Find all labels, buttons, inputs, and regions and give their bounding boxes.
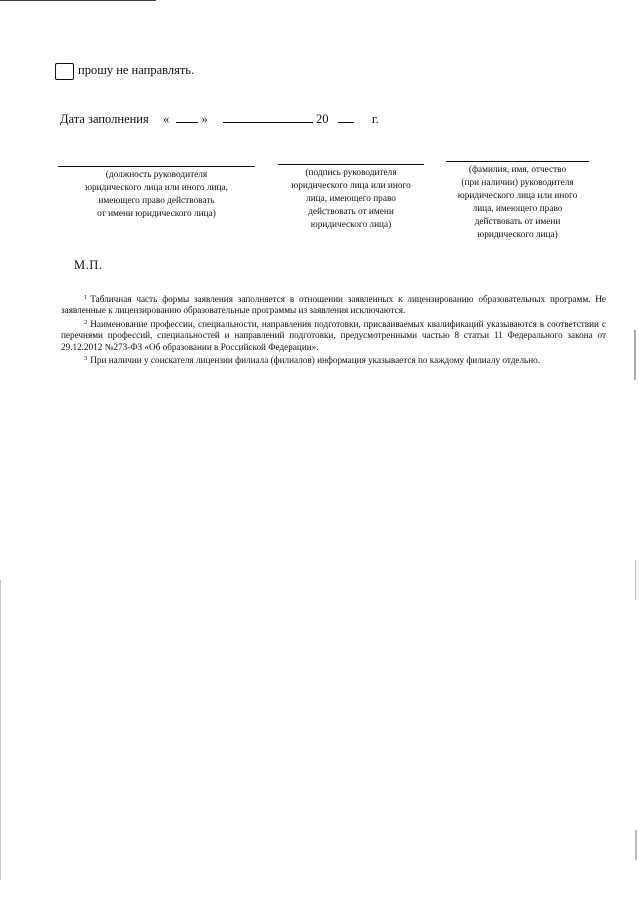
opt-out-row [55, 60, 194, 82]
fill-date-label: Дата заполнения [60, 112, 149, 126]
footnote-item [61, 353, 606, 366]
footnote-text: Табличная часть формы заявления заполняется в отношении заявленных к лицензированию образовательных программ. Не заявленные к лицензированию образовательные программы из заявления исключаются. [61, 294, 606, 316]
scan-edge-mark [635, 830, 637, 860]
signature-sign-line[interactable] [278, 164, 424, 165]
footnote-marker: 3 [84, 355, 88, 363]
signature-position-caption: (должность руководителя юридического лица или иного лица, имеющего право действовать от имени юридического лица) [85, 170, 228, 219]
opt-out-label: прошу не направлять. [78, 62, 195, 77]
footnote-item [61, 292, 606, 317]
signature-sign-caption: (подпись руководителя юридического лица или иного лица, имеющего право действовать от имени юридического лица) [291, 168, 411, 230]
fill-date-open-quote: « [163, 112, 170, 126]
scan-edge-mark [635, 560, 636, 600]
stamp-placeholder: М.П. [74, 258, 103, 272]
footnote-item [61, 317, 606, 353]
top-rule [0, 0, 156, 1]
fill-date-year-field[interactable] [338, 110, 354, 123]
fill-date-close-quote: » [201, 112, 208, 126]
signature-name-line[interactable] [446, 161, 589, 162]
scan-edge-mark [634, 330, 636, 380]
footnote-marker: 1 [84, 294, 88, 301]
fill-date-century: 20 [316, 112, 329, 126]
signature-name-caption: (фамилия, имя, отчество (при наличии) руководителя юридического лица или иного лица, имеющего право действовать от имени юридического лица) [457, 165, 578, 240]
fill-date-month-field[interactable] [223, 110, 313, 123]
footnote-text: При наличии у соискателя лицензии филиала (филиалов) информация указывается по каждому филиалу отдельно. [90, 355, 541, 366]
scan-edge-mark [0, 580, 1, 880]
signature-position-block [58, 166, 255, 221]
footnote-marker: 2 [84, 318, 88, 326]
signature-sign-block [278, 164, 424, 232]
fill-date-year-suffix: г. [371, 112, 379, 126]
opt-out-checkbox[interactable] [55, 63, 74, 80]
signature-position-line[interactable] [58, 166, 255, 167]
footnotes [61, 292, 606, 366]
fill-date-day-field[interactable] [176, 110, 198, 123]
footnote-text: Наименование профессии, специальности, направления подготовки, присваиваемых квалификаций указываются в соответствии с перечнями профессий, специальностей и направлений подготовки, предусмотренными частью 8 статьи 11 Федерального закона от 29.12.2012 №273-ФЗ «Об образовании в Российской Федерации». [61, 318, 606, 352]
signature-name-block [446, 161, 589, 242]
fill-date-row [60, 110, 379, 128]
